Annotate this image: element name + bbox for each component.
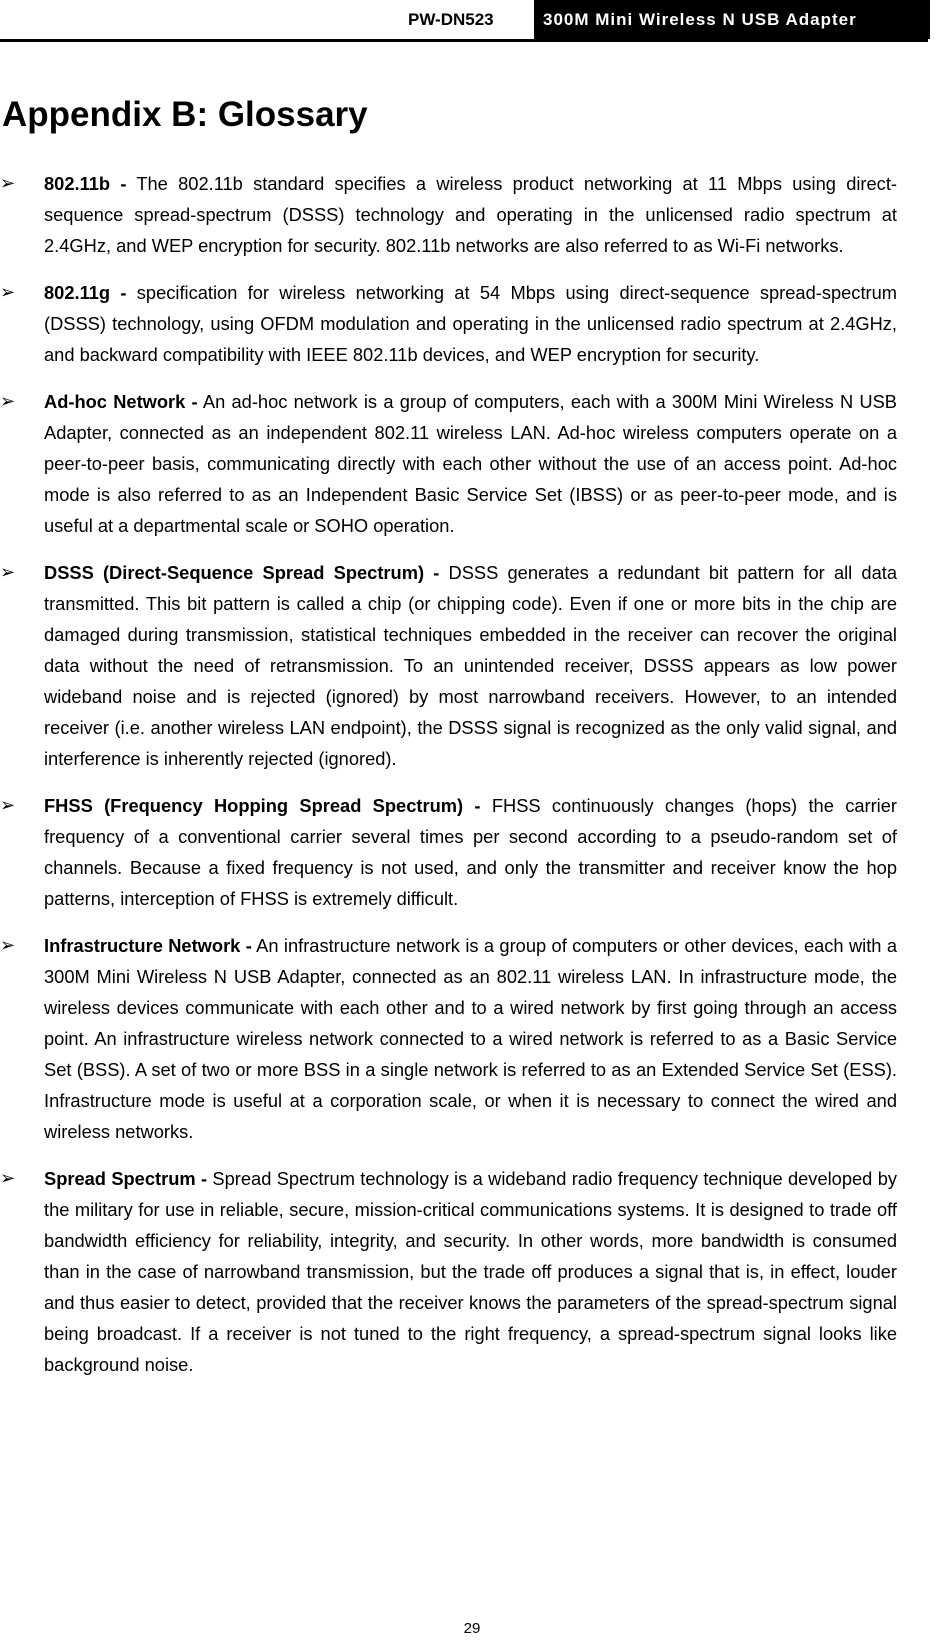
model-number: PW-DN523 <box>408 10 494 29</box>
page-header <box>0 0 928 42</box>
glossary-term: DSSS (Direct-Sequence Spread Spectrum) - <box>44 562 440 583</box>
page-number: 29 <box>463 1620 481 1637</box>
glossary-term: Spread Spectrum - <box>44 1168 208 1189</box>
glossary-definition: An ad-hoc network is a group of computers, each with a 300M Mini Wireless N USB Adapter, connected as an independent 802.11 wireless LAN. Ad-hoc wireless computers operate on a peer-to-peer basis, communicating directly with each other without the use of an access point. Ad-hoc mode is also referred to as an Independent Basic Service Set (IBSS) or as peer-to-peer mode, and is useful at a departmental scale or SOHO operation. <box>44 391 897 536</box>
glossary-definition: DSSS generates a redundant bit pattern for all data transmitted. This bit pattern is called a chip (or chipping code). Even if one or more bits in the chip are damaged during transmission, statistical techniques embedded in the receiver can recover the original data without the need of retransmission. To an unintended receiver, DSSS appears as low power wideband noise and is rejected (ignored) by most narrowband receivers. However, to an intended receiver (i.e. another wireless LAN endpoint), the DSSS signal is recognized as the only valid signal, and interference is inherently rejected (ignored). <box>44 562 897 769</box>
arrow-bullet-icon: ➢ <box>0 391 16 411</box>
glossary-entry <box>0 557 897 774</box>
glossary-term: 802.11g - <box>44 282 127 303</box>
glossary-term: Infrastructure Network - <box>44 935 252 956</box>
glossary-definition: The 802.11b standard specifies a wireless product networking at 11 Mbps using direct-sequence spread-spectrum (DSSS) technology and operating in the unlicensed radio spectrum at 2.4GHz, and WEP encryption for security. 802.11b networks are also referred to as Wi-Fi networks. <box>44 173 897 256</box>
glossary-entry <box>0 277 897 370</box>
glossary-term: Ad-hoc Network - <box>44 391 198 412</box>
glossary-term: 802.11b - <box>44 173 127 194</box>
arrow-bullet-icon: ➢ <box>0 562 16 582</box>
arrow-bullet-icon: ➢ <box>0 795 16 815</box>
glossary-entry <box>0 930 897 1147</box>
glossary-entry <box>0 386 897 541</box>
glossary-definition: FHSS continuously changes (hops) the carrier frequency of a conventional carrier several times per second according to a pseudo-random set of channels. Because a fixed frequency is not used, and only the transmitter and receiver know the hop patterns, interception of FHSS is extremely difficult. <box>44 795 897 909</box>
arrow-bullet-icon: ➢ <box>0 173 16 193</box>
product-name: 300M Mini Wireless N USB Adapter <box>534 0 930 39</box>
arrow-bullet-icon: ➢ <box>0 1168 16 1188</box>
glossary-definition: Spread Spectrum technology is a wideband radio frequency technique developed by the military for use in reliable, secure, mission-critical communications systems. It is designed to trade off bandwidth efficiency for reliability, integrity, and security. In other words, more bandwidth is consumed than in the case of narrowband transmission, but the trade off produces a signal that is, in effect, louder and thus easier to detect, provided that the receiver knows the parameters of the spread-spectrum signal being broadcast. If a receiver is not tuned to the right frequency, a spread-spectrum signal looks like background noise. <box>44 1168 897 1375</box>
arrow-bullet-icon: ➢ <box>0 282 16 302</box>
glossary-definition: specification for wireless networking at 54 Mbps using direct-sequence spread-spectrum (DSSS) technology, using OFDM modulation and operating in the unlicensed radio spectrum at 2.4GHz, and backward compatibility with IEEE 802.11b devices, and WEP encryption for security. <box>44 282 898 365</box>
glossary-entry <box>0 1163 897 1380</box>
glossary-definition: An infrastructure network is a group of computers or other devices, each with a 300M Mini Wireless N USB Adapter, connected as an 802.11 wireless LAN. In infrastructure mode, the wireless devices communicate with each other and to a wired network by first going through an access point. An infrastructure wireless network connected to a wired network is referred to as a Basic Service Set (BSS). A set of two or more BSS in a single network is referred to as an Extended Service Set (ESS). Infrastructure mode is useful at a corporation scale, or when it is necessary to connect the wired and wireless networks. <box>44 935 897 1142</box>
glossary-list <box>0 168 944 1396</box>
arrow-bullet-icon: ➢ <box>0 935 16 955</box>
glossary-entry <box>0 790 897 914</box>
glossary-term: FHSS (Frequency Hopping Spread Spectrum) - <box>44 795 481 816</box>
page-title: Appendix B: Glossary <box>2 95 368 134</box>
glossary-entry <box>0 168 897 261</box>
